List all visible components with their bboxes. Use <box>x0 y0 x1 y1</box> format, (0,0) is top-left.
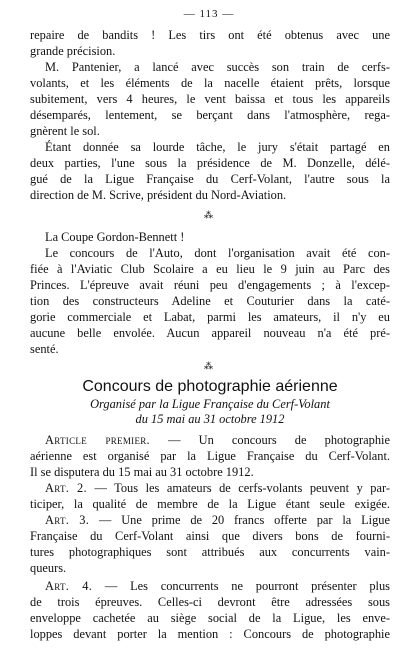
text-line: aérienne est organisé par la Ligue Française du Cerf-Volant. <box>30 449 390 463</box>
article-label: Art. 3. <box>45 513 90 527</box>
article-text: — Une prime de 20 francs offerte par la Ligue <box>89 513 390 527</box>
text-line: Étant donnée sa lourde tâche, le jury s'était partagé en <box>45 140 390 154</box>
text-line: ticiper, la qualité de membre de la Ligue étant seule exigée. <box>30 497 390 511</box>
article-line <box>45 512 390 528</box>
text-line: Le concours de l'Auto, dont l'organisation avait été con- <box>45 246 390 260</box>
text-line: désemparés, lentement, se berçant dans l'atmosphère, rega- <box>30 108 390 122</box>
text-line: direction de M. Scrive, président du Nord-Aviation. <box>30 188 287 202</box>
text-line: loppes devant porter la mention : Concours de photographie <box>30 627 390 641</box>
article-label: Art. 2. <box>45 481 87 495</box>
article-line <box>45 432 390 448</box>
text-line: Princes. L'épreuve avait réuni peu d'engagements ; à l'excep- <box>30 278 390 292</box>
article-text: — Un concours de photographie <box>149 433 390 447</box>
text-line: aucune belle envolée. Aucun appareil nouveau n'a été pré- <box>30 326 390 340</box>
page-number: — 113 — <box>183 8 235 20</box>
article-line <box>45 578 390 594</box>
text-line: gnèrent le sol. <box>30 124 100 138</box>
text-line: volants, et les éléments de la nacelle étaient prêts, lorsque <box>30 76 390 90</box>
article-label: Art. 4. <box>45 579 93 593</box>
section-subheading: du 15 mai au 31 octobre 1912 <box>135 412 285 426</box>
text-line: repaire de bandits ! Les tirs ont été obtenus avec une <box>30 28 390 42</box>
text-line: tion des constructeurs Adeline et Couturier dans la caté- <box>30 294 390 308</box>
text-line: fiée à l'Aviatic Club Scolaire a eu lieu le 9 juin au Parc des <box>30 262 390 276</box>
text-line: de trois épreuves. Celles-ci devront être adressées sous <box>30 595 390 609</box>
section-title: La Coupe Gordon-Bennett ! <box>45 230 185 244</box>
text-line: M. Pantenier, a lancé avec succès son train de cerfs- <box>45 60 390 74</box>
text-line: queurs. <box>30 561 67 575</box>
article-label: Article premier. <box>45 433 150 447</box>
section-heading: Concours de photographie aérienne <box>82 378 338 395</box>
text-line: tures photographiques sont attribués aux concurrents vain- <box>30 545 390 559</box>
article-text: — Les concurrents ne pourront présenter plus <box>92 579 390 593</box>
text-line: Il se disputera du 15 mai au 31 octobre 1912. <box>30 465 254 479</box>
section-separator: ⁂ <box>204 361 214 371</box>
text-line: deux parties, l'une sous la présidence de M. Donzelle, délé- <box>30 156 390 170</box>
text-line: grande précision. <box>30 44 116 58</box>
section-separator: ⁂ <box>204 210 214 220</box>
article-text: — Tous les amateurs de cerfs-volants peuvent y par- <box>86 481 390 495</box>
section-subheading: Organisé par la Ligue Française du Cerf-Volant <box>90 397 330 411</box>
text-line: subitement, vers 4 heures, le vent baissa et tous les appareils <box>30 92 390 106</box>
text-line: gué de la Ligue Française du Cerf-Volant, l'autre sous la <box>30 172 390 186</box>
text-line: gorie commerciale et Labat, parmi les amateurs, il n'y eu <box>30 310 390 324</box>
text-line: Française du Cerf-Volant ainsi que divers bons de fourni- <box>30 529 390 543</box>
text-line: senté. <box>30 342 59 356</box>
text-line: enveloppe cachetée au siège social de la Ligue, les enve- <box>30 611 390 625</box>
article-line <box>45 480 390 496</box>
